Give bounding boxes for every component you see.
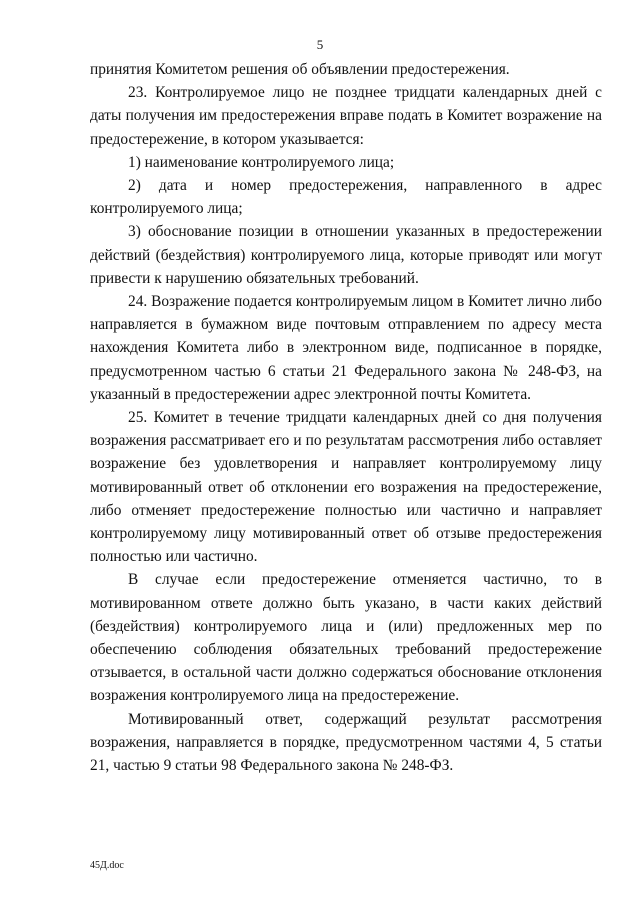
- footer-filename: 45Д.doc: [90, 860, 124, 871]
- subitem-3: 3) обоснование позиции в отношении указанных в предостережении действий (бездействия) контролируемого лица, которые приводят или могут привести к нарушению обязательных требований.: [90, 223, 602, 287]
- paragraph-item-25: 25. Комитет в течение тридцати календарных дней со дня получения возражения рассматривает его и по результатам рассмотрения либо оставляет возражение без удовлетворения и направляет контролируемому лицу мотивированный ответ об отклонении его возражения на предостережение, либо отменяет предостережение полностью или частично и направляет контролируемому лицу мотивированный ответ об отзыве предостережения полностью или частично.: [90, 409, 602, 566]
- paragraph-partial-cancellation: В случае если предостережение отменяется частично, то в мотивированном ответе должно быть указано, в части каких действий (бездействия) контролируемого лица и (или) предложенных мер по обеспечению соблюдения обязательных требований предостережение отзывается, в остальной части должно содержаться обоснование отклонения возражения контролируемого лица на предостережение.: [90, 571, 602, 705]
- subitem-2: 2) дата и номер предостережения, направленного в адрес контролируемого лица;: [90, 177, 602, 218]
- paragraph-reasoned-response: Мотивированный ответ, содержащий результат рассмотрения возражения, направляется в порядке, предусмотренном частями 4, 5 статьи 21, частью 9 статьи 98 Федерального закона № 248-ФЗ.: [90, 710, 602, 775]
- paragraph-item-23: 23. Контролируемое лицо не позднее тридцати календарных дней с даты получения им предостережения вправе подать в Комитет возражение на предостережение, в котором указывается:: [90, 84, 602, 148]
- paragraph-item-24: 24. Возражение подается контролируемым лицом в Комитет лично либо направляется в бумажном виде почтовым отправлением по адресу места нахождения Комитета либо в электронном виде, подписанное в порядке, предусмотренном частью 6 статьи 21 Федерального закона № 248-ФЗ, на указанный в предостережении адрес электронной почты Комитета.: [90, 293, 602, 403]
- paragraph-continuation: принятия Комитетом решения об объявлении предостережения.: [90, 61, 510, 78]
- document-body: [90, 58, 602, 777]
- subitem-1: 1) наименование контролируемого лица;: [128, 153, 395, 171]
- page-number: 5: [316, 37, 324, 52]
